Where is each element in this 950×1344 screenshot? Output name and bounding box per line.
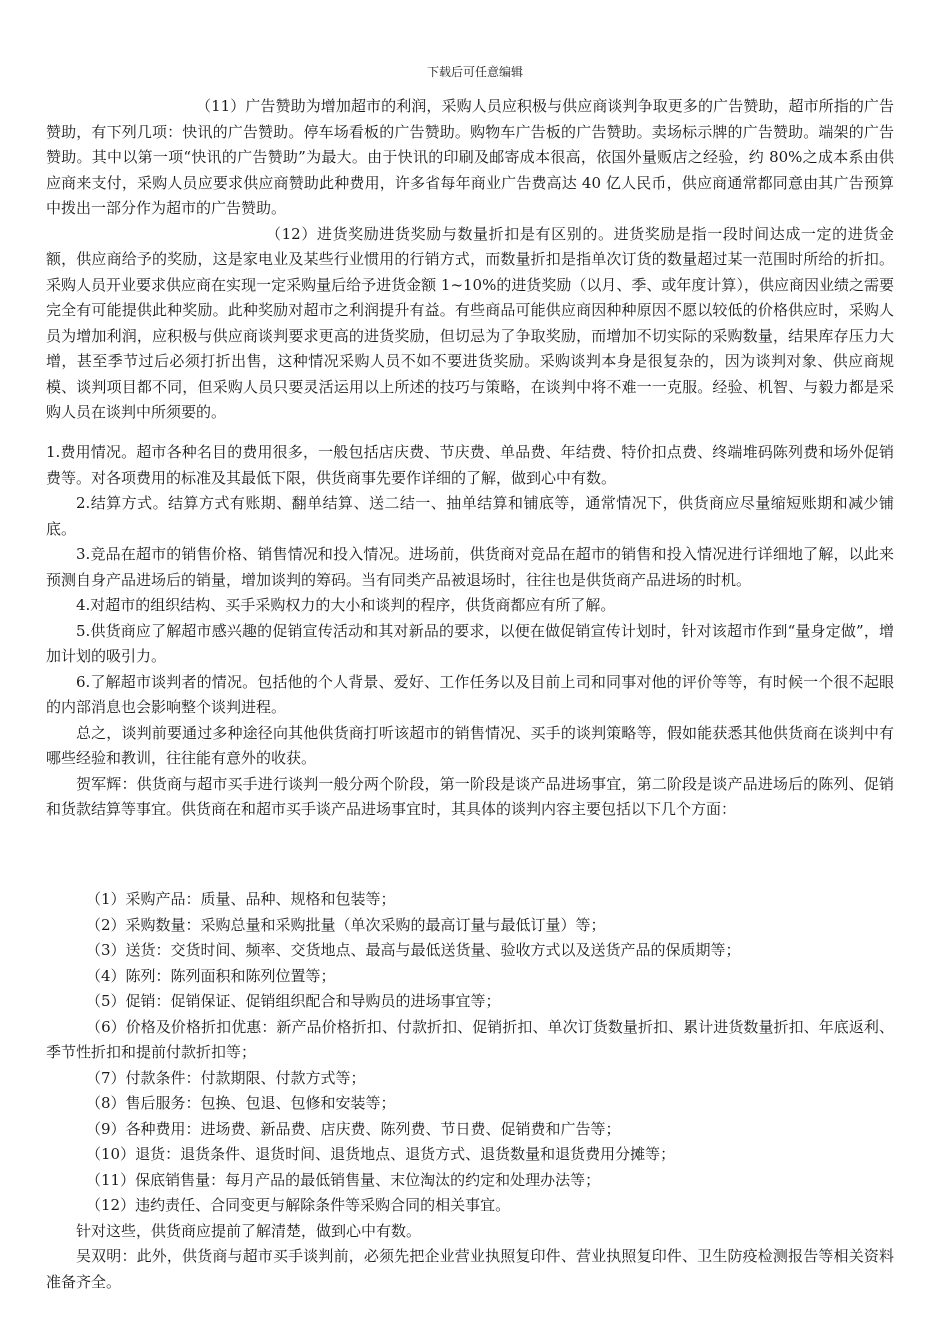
paragraph-advertising-sponsorship: （11）广告赞助为增加超市的利润，采购人员应积极与供应商谈判争取更多的广告赞助，超市所指的广告赞助，有下列几项：快讯的广告赞助。停车场看板的广告赞助。购物车广告板的广告赞助。卖场标示牌的广告赞助。端架的广告赞助。其中以第一项“快讯的广告赞助”为最大。由于快讯的印刷及邮寄成本很高，依国外量贩店之经验，约 80%之成本系由供应商来支付，采购人员应要求供应商赞助此种费用，许多省每年商业广告费高达 40 亿人民币，供应商通常都同意由其广告预算中拨出一部分作为超市的广告赞助。 — [46, 97, 894, 217]
list-item: （12）违约责任、合同变更与解除条件等采购合同的相关事宜。 — [86, 1196, 511, 1214]
list-item: （5）促销：促销保证、促销组织配合和导购员的进场事宜等； — [86, 992, 501, 1010]
paragraph-organization: 4.对超市的组织结构、买手采购权力的大小和谈判的程序，供货商都应有所了解。 — [76, 596, 616, 614]
list-item: （8）售后服务：包换、包退、包修和安装等； — [86, 1094, 396, 1112]
paragraph-summary: 总之，谈判前要通过多种途径向其他供货商打听该超市的销售情况、买手的谈判策略等，假如能获悉其他供货商在谈判中有哪些经验和教训，往往能有意外的收获。 — [46, 723, 894, 767]
paragraph-promotion: 5.供货商应了解超市感兴趣的促销宣传活动和其对新品的要求，以便在做促销宣传计划时，针对该超市作到“量身定做”，增加计划的吸引力。 — [46, 621, 894, 665]
paragraph-negotiator: 6.了解超市谈判者的情况。包括他的个人背景、爱好、工作任务以及目前上司和同事对他的评价等等，有时候一个很不起眼的内部消息也会影响整个谈判进程。 — [46, 672, 894, 716]
paragraph-closing: 针对这些，供货商应提前了解清楚，做到心中有数。 — [76, 1221, 422, 1240]
list-item: （10）退货：退货条件、退货时间、退货地点、退货方式、退货数量和退货费用分摊等； — [86, 1145, 676, 1163]
header-note: 下载后可任意编辑 — [426, 65, 523, 79]
paragraph-settlement: 2.结算方式。结算方式有账期、翻单结算、送二结一、抽单结算和铺底等，通常情况下，供货商应尽量缩短账期和减少铺底。 — [46, 494, 894, 538]
section-advertising — [46, 94, 894, 426]
list-item: （1）采购产品：质量、品种、规格和包装等； — [86, 890, 396, 908]
list-item: （7）付款条件：付款期限、付款方式等； — [86, 1068, 366, 1087]
paragraph-fee-situation: 1.费用情况。超市各种名目的费用很多，一般包括店庆费、节庆费、单品费、年结费、特价扣点费、终端堆码陈列费和场外促销费等。对各项费用的标准及其最低下限，供货商事先要作详细的了解，做到心中有数。 — [46, 443, 894, 487]
paragraph-he-junhui: 贺军辉：供货商与超市买手进行谈判一般分两个阶段，第一阶段是谈产品进场事宜，第二阶段是谈产品进场后的陈列、促销和货款结算等事宜。供货商在和超市买手谈产品进场事宜时，其具体的谈判内容主要包括以下几个方面： — [46, 774, 894, 818]
list-item: （11）保底销售量：每月产品的最低销售量、末位淘汰的约定和处理办法等； — [86, 1170, 601, 1189]
list-item: （9）各种费用：进场费、新品费、店庆费、陈列费、节日费、促销费和广告等； — [86, 1119, 621, 1138]
section-negotiation-content — [46, 887, 894, 1295]
paragraph-wu-shuangming: 吴双明：此外，供货商与超市买手谈判前，必须先把企业营业执照复印件、营业执照复印件、卫生防疫检测报告等相关资料准备齐全。 — [46, 1247, 894, 1291]
list-item: （3）送货：交货时间、频率、交货地点、最高与最低送货量、验收方式以及送货产品的保质期等； — [86, 941, 741, 959]
list-item: （6）价格及价格折扣优惠：新产品价格折扣、付款折扣、促销折扣、单次订货数量折扣、累计进货数量折扣、年底返利、季节性折扣和提前付款折扣等； — [46, 1017, 894, 1061]
list-item: （2）采购数量：采购总量和采购批量（单次采购的最高订量与最低订量）等； — [86, 915, 606, 934]
section-preparation — [46, 440, 894, 823]
paragraph-purchase-incentive: （12）进货奖励进货奖励与数量折扣是有区别的。进货奖励是指一段时间达成一定的进货金额，供应商给予的奖励，这是家电业及某些行业惯用的行销方式，而数量折扣是指单次订货的数量超过某一范围时所给的折扣。采购人员开业要求供应商在实现一定采购量后给予进货金额 1~10%的进货奖励（以月、季、或年度计算），供应商因业绩之需要完全有可能提供此种奖励。此种奖励对超市之利润提升有益。有些商品可能供应商因种种原因不愿以较低的价格供应时，采购人员为增加利润，应积极与供应商谈判要求更高的进货奖励，但切忌为了争取奖励，而增加不切实际的采购数量，结果库存压力大增，甚至季节过后必须打折出售，这种情况采购人员不如不要进货奖励。采购谈判本身是很复杂的，因为谈判对象、供应商规模、谈判项目都不同，但采购人员只要灵活运用以上所述的技巧与策略，在谈判中将不难一一克服。经验、机智、与毅力都是采购人员在谈判中所须要的。 — [46, 224, 894, 421]
paragraph-competitor: 3.竞品在超市的销售价格、销售情况和投入情况。进场前，供货商对竞品在超市的销售和投入情况进行详细地了解，以此来预测自身产品进场后的销量，增加谈判的筹码。当有同类产品被退场时，往往也是供货商产品进场的时机。 — [46, 545, 894, 589]
list-item: （4）陈列：陈列面积和陈列位置等； — [86, 966, 336, 985]
